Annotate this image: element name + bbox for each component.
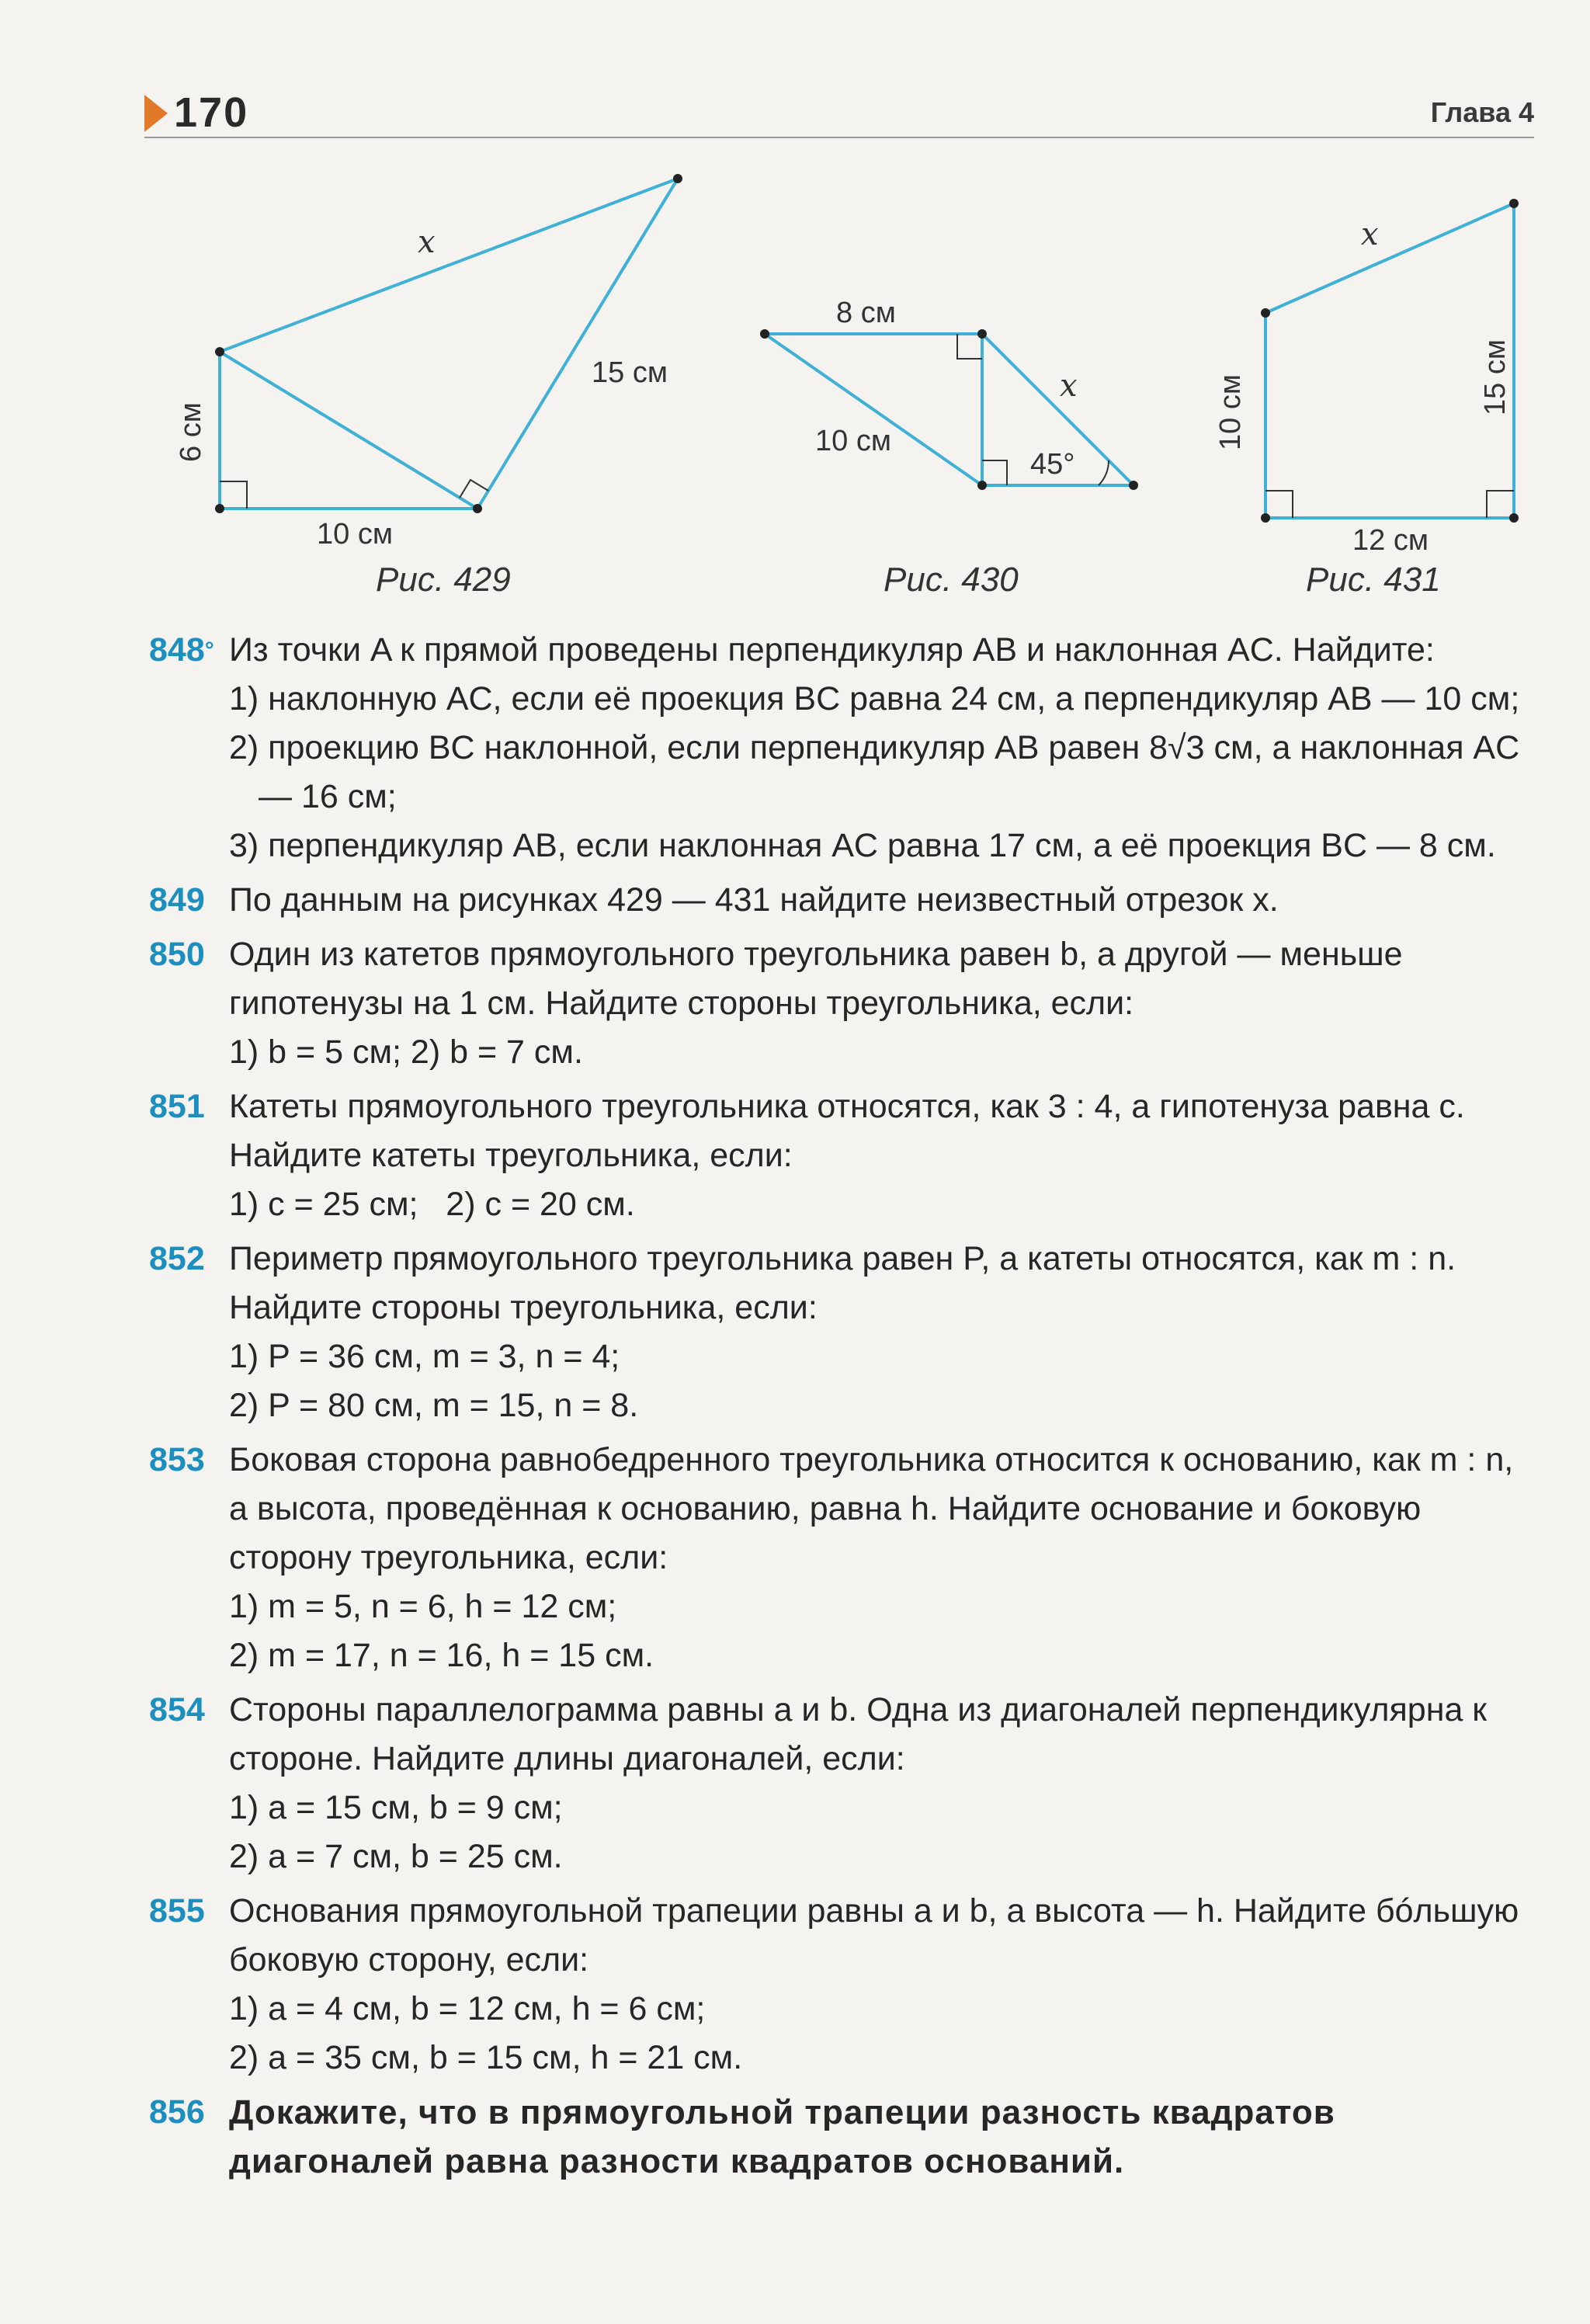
figure-429-diagram	[148, 155, 706, 551]
page-arrow-icon	[144, 95, 168, 132]
figure-431-diagram	[1203, 155, 1553, 557]
problem-item: 1) m = 5, n = 6, h = 12 см;	[229, 1588, 617, 1625]
problem-851	[149, 1082, 1539, 1229]
problem-number: 853	[149, 1441, 205, 1478]
problem-848	[149, 626, 1539, 870]
problem-852	[149, 1235, 1539, 1430]
figure-430-diagram	[757, 155, 1161, 528]
problem-item: 1) наклонную AC, если её проекция BC равна 24 см, а перпендикуляр AB — 10 см;	[229, 680, 1520, 717]
problem-text: Основания прямоугольной трапеции равны a и b, а высота — h. Найдите бóльшую боковую сторону, если:	[229, 1892, 1519, 1978]
problem-item: 2) m = 17, n = 16, h = 15 см.	[229, 1637, 654, 1674]
problem-item: 1) a = 15 см, b = 9 см;	[229, 1789, 563, 1826]
problem-number: 855	[149, 1892, 205, 1930]
problem-856	[149, 2088, 1539, 2186]
problem-item: 1) a = 4 см, b = 12 см, h = 6 см;	[229, 1990, 706, 2027]
page-number: 170	[174, 89, 249, 136]
figure-431-caption: Рис. 431	[1306, 561, 1441, 599]
figure-429-label-top: x	[418, 224, 436, 260]
figure-429-label-right: 15 см	[592, 356, 668, 389]
problem-text: Из точки A к прямой проведены перпендикуляр AB и наклонная AC. Найдите:	[229, 631, 1435, 669]
chapter-label: Глава 4	[1430, 96, 1534, 128]
figure-429	[148, 155, 706, 551]
problem-item: 2) проекцию BC наклонной, если перпендикуляр AB равен 8√3 см, а наклонная AC — 16 см;	[229, 729, 1520, 815]
problem-text: По данным на рисунках 429 — 431 найдите неизвестный отрезок x.	[229, 881, 1279, 919]
problem-number: 848°	[149, 631, 214, 669]
problems-list	[149, 626, 1539, 2191]
page-header	[144, 85, 1534, 138]
problem-number: 850	[149, 936, 205, 973]
problem-item: 1) c = 25 см; 2) c = 20 см.	[229, 1186, 635, 1223]
figure-429-label-bottom: 10 см	[317, 518, 393, 551]
problem-text: Один из катетов прямоугольного треугольника равен b, а другой — меньше гипотенузы на 1 см. Найдите стороны треугольника, если:	[229, 936, 1403, 1022]
problem-item: 1) P = 36 см, m = 3, n = 4;	[229, 1338, 620, 1375]
figure-429-caption: Рис. 429	[376, 561, 511, 599]
problem-text: Докажите, что в прямоугольной трапеции разность квадратов диагоналей равна разности квадратов оснований.	[229, 2093, 1335, 2180]
figure-431	[1203, 155, 1553, 557]
figure-431-label-left: 10 см	[1214, 374, 1247, 450]
problem-850	[149, 930, 1539, 1077]
problem-849	[149, 876, 1539, 925]
figure-430	[757, 155, 1161, 532]
problem-number: 851	[149, 1088, 205, 1125]
problem-number: 852	[149, 1240, 205, 1277]
problem-855	[149, 1887, 1539, 2083]
figure-431-label-bottom: 12 см	[1352, 524, 1429, 557]
problem-item: 3) перпендикуляр AB, если наклонная AC равна 17 см, а её проекция BC — 8 см.	[229, 827, 1496, 864]
problem-number: 856	[149, 2093, 205, 2131]
problem-854	[149, 1686, 1539, 1881]
problem-text: Стороны параллелограмма равны a и b. Одна из диагоналей перпендикулярна к стороне. Найдите длины диагоналей, если:	[229, 1691, 1488, 1777]
problem-853	[149, 1436, 1539, 1680]
problem-text: Боковая сторона равнобедренного треугольника относится к основанию, как m : n, а высота, проведённая к основанию, равна h. Найдите основание и боковую сторону треугольника, если:	[229, 1441, 1514, 1576]
figure-430-label-right: x	[1060, 368, 1078, 404]
problem-item: 2) a = 7 см, b = 25 см.	[229, 1838, 563, 1875]
problem-number: 854	[149, 1691, 205, 1728]
figure-430-caption: Рис. 430	[884, 561, 1019, 599]
figure-429-label-left: 6 см	[175, 402, 207, 462]
figure-430-label-diag: 10 см	[815, 425, 891, 457]
problem-text: Периметр прямоугольного треугольника равен P, а катеты относятся, как m : n. Найдите стороны треугольника, если:	[229, 1240, 1456, 1326]
figure-430-label-top: 8 см	[836, 297, 896, 329]
problem-item: 1) b = 5 см; 2) b = 7 см.	[229, 1033, 583, 1071]
problem-number: 849	[149, 881, 205, 919]
problem-text: Катеты прямоугольного треугольника относятся, как 3 : 4, а гипотенуза равна c. Найдите катеты треугольника, если:	[229, 1088, 1465, 1174]
problem-item: 2) a = 35 см, b = 15 см, h = 21 см.	[229, 2039, 743, 2076]
figure-431-label-right: 15 см	[1479, 339, 1512, 415]
figure-430-label-angle: 45°	[1030, 448, 1075, 481]
problem-item: 2) P = 80 см, m = 15, n = 8.	[229, 1387, 639, 1424]
figure-431-label-top: x	[1361, 217, 1379, 252]
